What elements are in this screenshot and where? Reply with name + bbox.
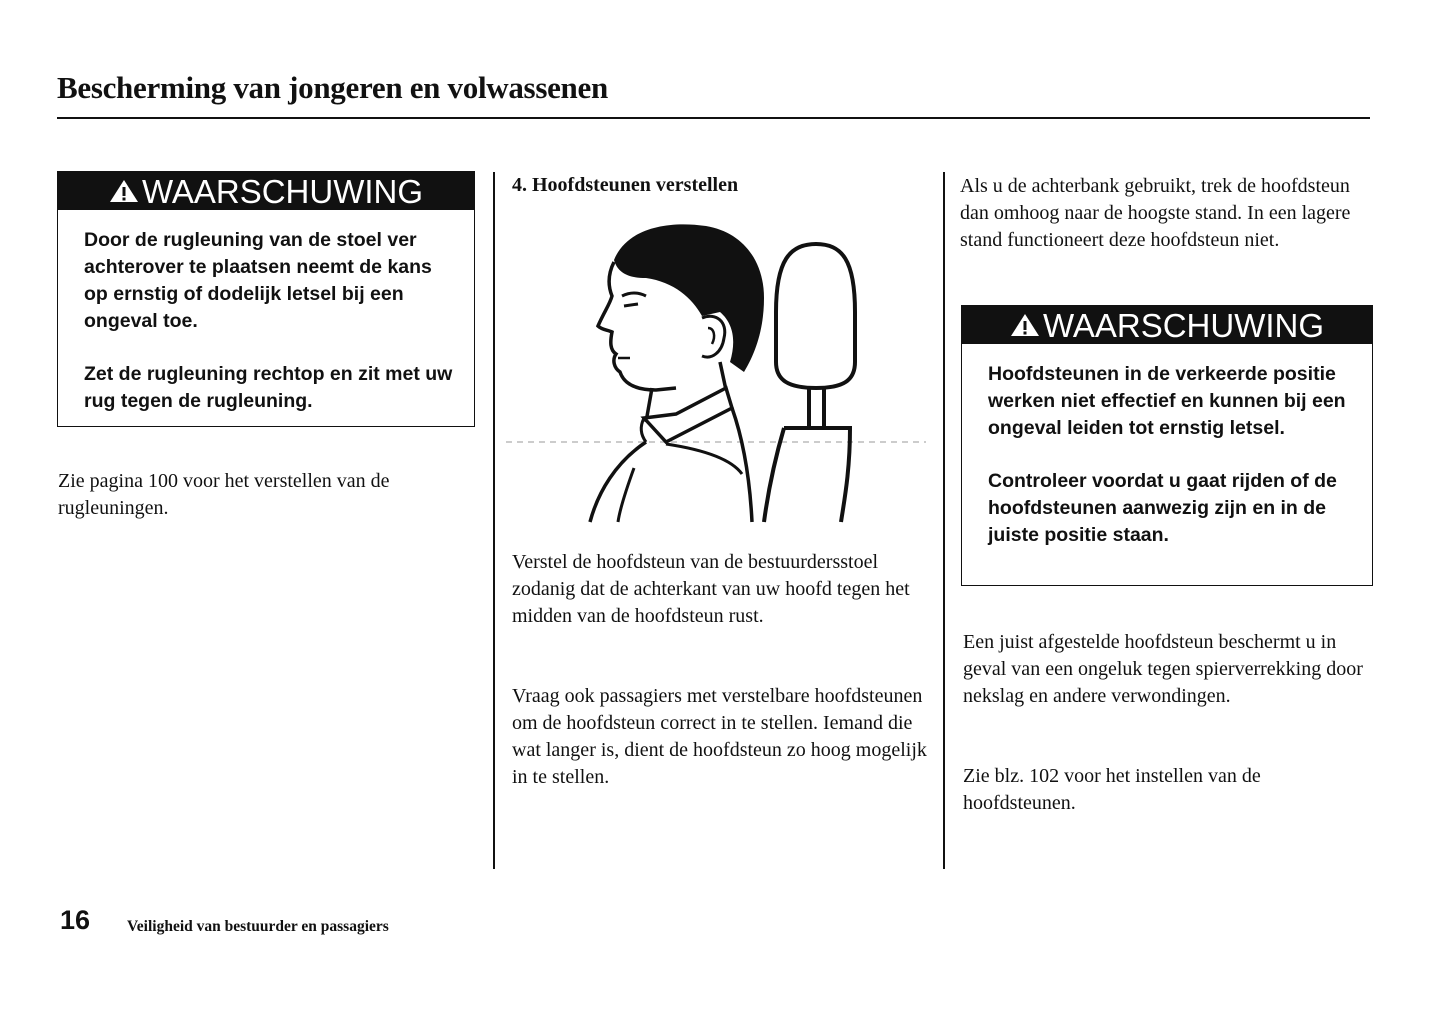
warning-label: WAARSCHUWING [141,173,424,210]
head-restraint-reference: Zie blz. 102 voor het instellen van de hoofdsteunen. [963,765,1261,814]
protection-text: Een juist afgestelde hoofdsteun beschermt u in geval van een ongeluk tegen spierverrekking door nekslag en andere verwondingen. [963,631,1363,707]
warning-text: Door de rugleuning van de stoel ver achterover te plaatsen neemt de kans op ernstig of dodelijk letsel bij een ongeval toe. [84,229,432,332]
warning-header [58,172,474,210]
page-title: Bescherming van jongeren en volwassenen [57,70,608,105]
column-divider-right [943,172,945,869]
title-divider [57,117,1370,119]
section-heading: 4. Hoofdsteunen verstellen [512,174,739,196]
warning-label: WAARSCHUWING [1042,307,1325,344]
head-restraint-illustration [506,212,926,528]
rear-seat-text: Als u de achterbank gebruikt, trek de hoofdsteun dan omhoog naar de hoogste stand. In een lagere stand functioneert deze hoofdsteun niet. [960,175,1351,251]
column-divider-left [493,172,495,869]
page-number: 16 [60,905,91,935]
warning-text: Controleer voordat u gaat rijden of de hoofdsteunen aanwezig zijn en in de juiste positie staan. [988,470,1337,546]
warning-triangle-icon [1010,313,1040,337]
adjust-driver-text: Verstel de hoofdsteun van de bestuurdersstoel zodanig dat de achterkant van uw hoofd tegen het midden van de hoofdsteun rust. [512,551,910,627]
warning-box-head-restraints [961,305,1373,586]
warning-triangle-icon [109,179,139,203]
warning-text: Hoofdsteunen in de verkeerde positie werken niet effectief en kunnen bij een ongeval leiden tot ernstig letsel. [988,363,1346,439]
passengers-text: Vraag ook passagiers met verstelbare hoofdsteunen om de hoofdsteun correct in te stellen. Iemand die wat langer is, dient de hoofdsteun zo hoog mogelijk in te stellen. [512,685,927,788]
seatback-reference: Zie pagina 100 voor het verstellen van de rugleuningen. [58,470,390,519]
warning-text: Zet de rugleuning rechtop en zit met uw rug tegen de rugleuning. [84,363,453,412]
warning-box-reclined-seat [57,171,475,427]
footer-section-title: Veiligheid van bestuurder en passagiers [127,918,389,935]
warning-header [962,306,1372,344]
